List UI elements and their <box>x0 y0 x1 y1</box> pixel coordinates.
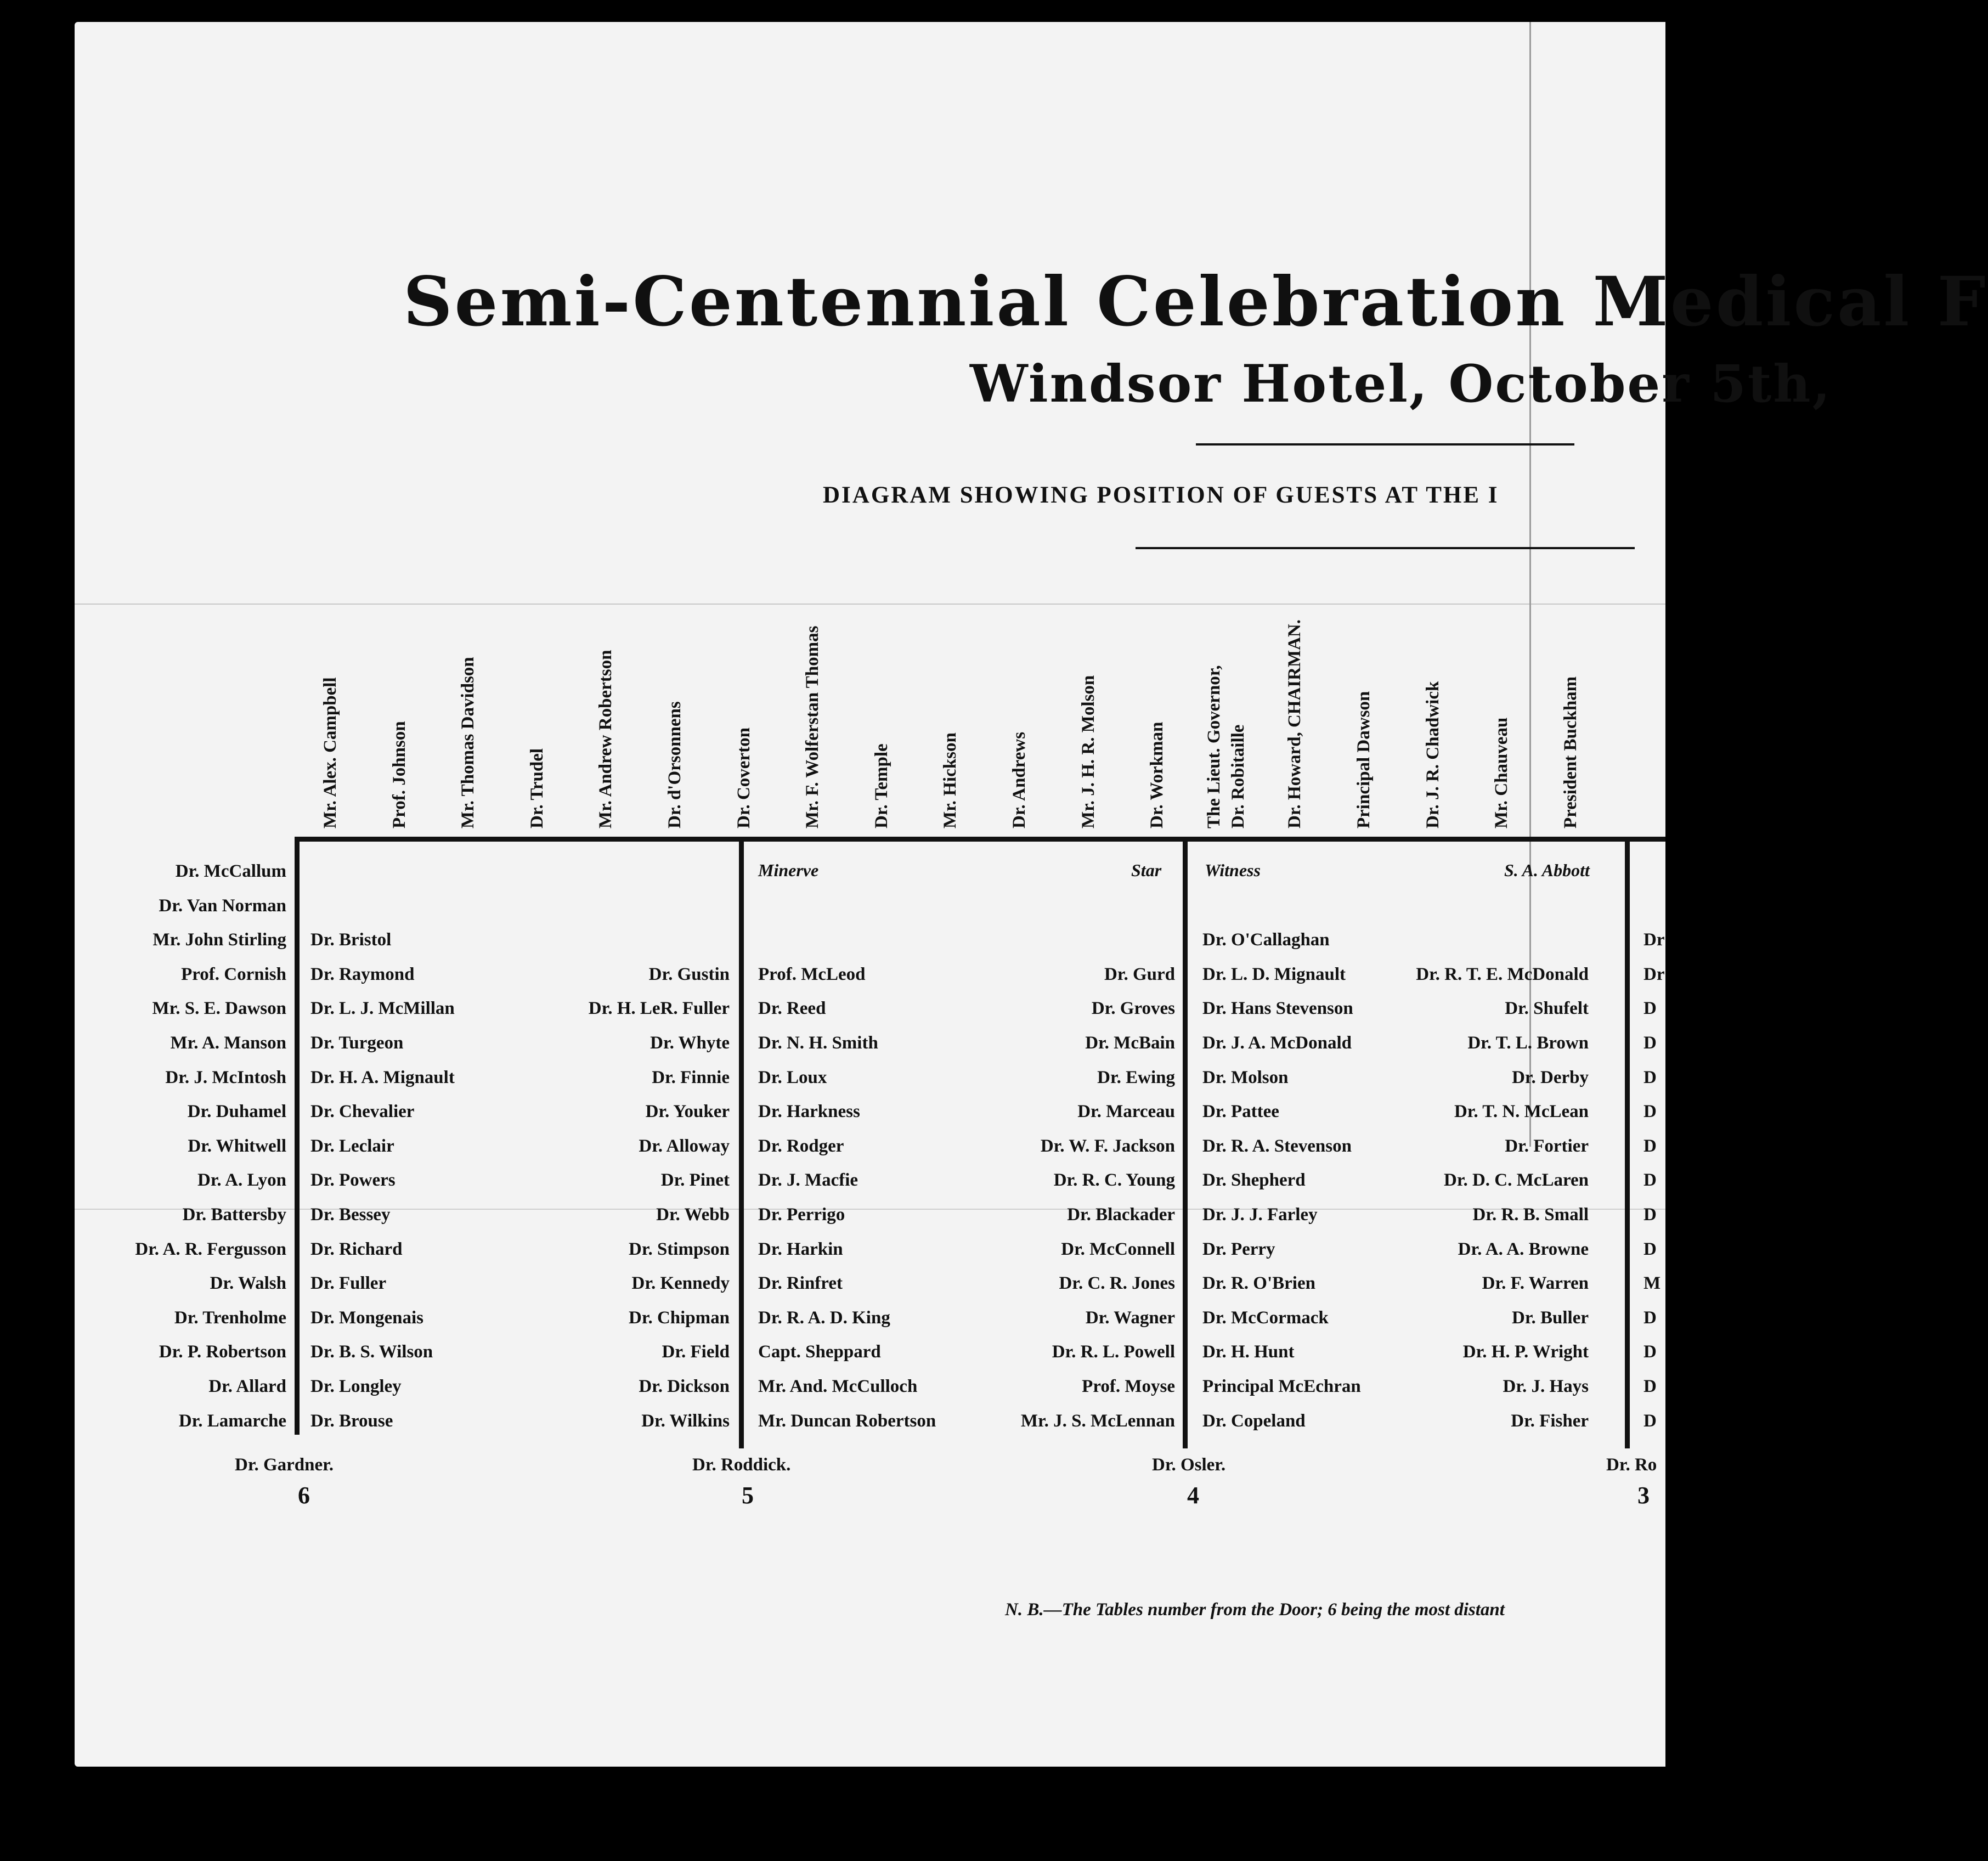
table-4-guest: Dr. R. O'Brien <box>1202 1273 1315 1294</box>
table-5-guest: Dr. Harkin <box>758 1239 843 1259</box>
table-5-line <box>739 837 744 1448</box>
head-table-guest: Dr. Trudel <box>527 748 547 828</box>
table-4-guest: Principal McEchran <box>1202 1377 1361 1396</box>
table-5-guest: Prof. Moyse <box>1082 1377 1175 1396</box>
table-6-guest: Dr. Longley <box>310 1377 402 1396</box>
table-5-guest: Dr. N. H. Smith <box>758 1033 878 1053</box>
table-6-guest: Dr. Whyte <box>650 1033 730 1053</box>
head-table-guest: Mr. Thomas Davidson <box>458 657 478 828</box>
table-5-guest: Dr. R. A. D. King <box>758 1307 890 1328</box>
table-5-guest: Dr. R. C. Young <box>1053 1170 1175 1191</box>
table-number-6: 6 <box>298 1482 310 1509</box>
table-6-guest: Dr. Kennedy <box>631 1273 730 1294</box>
table-5-guest: Dr. W. F. Jackson <box>1040 1136 1175 1156</box>
table-6-guest: Dr. H. LeR. Fuller <box>588 999 730 1019</box>
table-6-guest: Dr. Stimpson <box>629 1239 730 1259</box>
table-6-guest: Dr. Richard <box>310 1239 403 1259</box>
table-3-guest-partial: D <box>1644 1170 1657 1191</box>
table-5-guest: Dr. Marceau <box>1077 1102 1175 1122</box>
table-5-guest: Dr. Gurd <box>1104 964 1175 984</box>
side-guest: Dr. McCallum <box>175 861 286 881</box>
press-abbott-label: S. A. Abbott <box>1504 860 1590 880</box>
table-4-guest: Dr. Copeland <box>1202 1411 1306 1431</box>
side-guest: Dr. A. R. Fergusson <box>135 1239 286 1259</box>
table-6-guest: Dr. Dickson <box>639 1377 730 1396</box>
side-guest: Dr. A. Lyon <box>197 1170 286 1191</box>
head-table-guest: Principal Dawson <box>1354 691 1374 828</box>
side-guest: Dr. P. Robertson <box>159 1342 286 1362</box>
side-guest: Mr. A. Manson <box>170 1033 286 1053</box>
table-6-guest: Dr. Chevalier <box>310 1102 415 1122</box>
table-4-guest: Dr. T. N. McLean <box>1454 1102 1589 1122</box>
table-6-head: Dr. Gardner. <box>235 1455 334 1475</box>
document-subtitle: Windsor Hotel, October 5th, <box>970 354 1832 414</box>
head-table-guest: The Lieut. Governor, <box>1204 665 1224 828</box>
table-4-guest: Dr. Perry <box>1202 1239 1275 1259</box>
head-table-guest: Mr. Andrew Robertson <box>596 650 616 828</box>
table-3-guest-partial: D <box>1644 1102 1657 1122</box>
head-table-guest: Dr. Workman <box>1147 721 1167 828</box>
side-guest: Mr. John Stirling <box>153 930 286 950</box>
table-5-guest: Prof. McLeod <box>758 964 866 984</box>
head-table-guest: Dr. d'Orsonnens <box>665 701 685 828</box>
table-5-guest: Dr. McConnell <box>1061 1239 1175 1259</box>
table-3-guest-partial: D <box>1644 1067 1657 1087</box>
head-table-guest: Dr. Temple <box>871 743 891 828</box>
table-5-guest: Dr. R. L. Powell <box>1052 1342 1175 1362</box>
table-4-guest: Dr. H. P. Wright <box>1462 1342 1589 1362</box>
table-4-guest: Dr. Pattee <box>1202 1102 1279 1122</box>
divider <box>1196 443 1574 445</box>
table-6-guest: Dr. B. S. Wilson <box>310 1342 433 1362</box>
table-3-guest-partial: D <box>1644 999 1657 1019</box>
table-5-guest: Dr. Groves <box>1091 999 1175 1019</box>
table-3-guest-partial: D <box>1644 1342 1657 1362</box>
table-6-guest: Dr. Gustin <box>648 964 730 984</box>
table-6-guest: Dr. Field <box>662 1342 730 1362</box>
head-table-guest: Mr. Alex. Campbell <box>320 677 340 828</box>
table-4-guest: Dr. R. T. E. McDonald <box>1416 964 1589 984</box>
head-table-guest: Dr. Andrews <box>1009 731 1029 828</box>
head-table-guest: Dr. J. R. Chadwick <box>1422 681 1443 828</box>
table-4-guest: Dr. A. A. Browne <box>1458 1239 1589 1259</box>
footnote: N. B.—The Tables number from the Door; 6 being the most distant <box>1005 1600 1505 1620</box>
table-6-guest: Dr. Chipman <box>629 1307 730 1328</box>
head-table-guest: President Buckham <box>1560 676 1580 828</box>
side-guest: Mr. S. E. Dawson <box>152 999 286 1019</box>
head-table-guest: Prof. Johnson <box>389 721 409 828</box>
table-4-guest: Dr. Buller <box>1512 1307 1589 1328</box>
divider <box>1136 547 1635 549</box>
table-6-guest: Dr. Webb <box>656 1205 730 1225</box>
table-5-guest: Dr. Perrigo <box>758 1205 845 1225</box>
head-table-bar <box>295 837 1665 842</box>
diagram-heading: DIAGRAM SHOWING POSITION OF GUESTS AT THE I <box>823 482 1499 508</box>
table-6-guest: Dr. Powers <box>310 1170 396 1191</box>
table-3-guest-partial: D <box>1644 1411 1657 1431</box>
table-6-guest: Dr. Wilkins <box>641 1411 730 1431</box>
table-5-head: Dr. Roddick. <box>692 1455 791 1475</box>
head-table-guest: Mr. Chauveau <box>1492 717 1512 828</box>
table-4-guest: Dr. Molson <box>1202 1067 1289 1087</box>
table-5-guest: Dr. Harkness <box>758 1102 860 1122</box>
side-guest: Prof. Cornish <box>181 964 286 984</box>
table-6-guest: Dr. Brouse <box>310 1411 393 1431</box>
table-4-guest: Dr. T. L. Brown <box>1467 1033 1589 1053</box>
table-4-guest: Dr. J. J. Farley <box>1202 1205 1318 1225</box>
table-3-head: Dr. Ro <box>1606 1455 1657 1475</box>
side-guest: Dr. Lamarche <box>178 1411 286 1431</box>
table-4-guest: Dr. Fisher <box>1511 1411 1589 1431</box>
table-6-guest: Dr. Turgeon <box>310 1033 404 1053</box>
press-minerve-label: Minerve <box>758 860 819 880</box>
side-guest: Dr. J. McIntosh <box>165 1067 286 1087</box>
table-4-head: Dr. Osler. <box>1152 1455 1226 1475</box>
table-number-3: 3 <box>1637 1482 1650 1509</box>
document-title: Semi-Centennial Celebration Medical F <box>403 262 1988 342</box>
table-6-guest: Dr. Youker <box>645 1102 730 1122</box>
table-4-guest: Dr. Shufelt <box>1505 999 1589 1019</box>
head-table-guest: Dr. Robitaille <box>1228 724 1248 828</box>
table-4-guest: Dr. J. A. McDonald <box>1202 1033 1352 1053</box>
table-3-guest-partial: D <box>1644 1136 1657 1156</box>
table-4-guest: Dr. R. B. Small <box>1472 1205 1589 1225</box>
table-5-guest: Dr. Blackader <box>1067 1205 1175 1225</box>
table-3-guest-partial: D <box>1644 1307 1657 1328</box>
table-6-guest: Dr. Leclair <box>310 1136 394 1156</box>
table-4-guest: Dr. Derby <box>1512 1067 1589 1087</box>
table-4-guest: Dr. Fortier <box>1505 1136 1589 1156</box>
table-4-guest: Dr. O'Callaghan <box>1202 930 1330 950</box>
side-guest: Dr. Allard <box>208 1377 286 1396</box>
table-5-guest: Dr. J. Macfie <box>758 1170 859 1191</box>
table-4-guest: Dr. Shepherd <box>1202 1170 1306 1191</box>
table-4-line <box>1183 837 1188 1448</box>
table-5-guest: Dr. C. R. Jones <box>1059 1273 1175 1294</box>
table-4-guest: Dr. J. Hays <box>1503 1377 1589 1396</box>
head-table-guest: Mr. F. Wolferstan Thomas <box>803 625 823 828</box>
table-4-guest: Dr. R. A. Stevenson <box>1202 1136 1352 1156</box>
table-5-guest: Mr. J. S. McLennan <box>1020 1411 1175 1431</box>
table-6-guest: Dr. Raymond <box>310 964 415 984</box>
table-6-guest: Dr. L. J. McMillan <box>310 999 455 1019</box>
table-3-guest-partial: M <box>1644 1273 1661 1294</box>
table-4-guest: Dr. McCormack <box>1202 1307 1329 1328</box>
head-table-guest: Mr. Hickson <box>940 732 961 828</box>
press-star-label: Star <box>1131 860 1162 880</box>
side-guest: Dr. Van Norman <box>159 895 286 916</box>
table-5-guest: Dr. McBain <box>1085 1033 1175 1053</box>
table-5-guest: Dr. Rinfret <box>758 1273 843 1294</box>
side-guest: Dr. Walsh <box>210 1273 286 1294</box>
head-table-guest: Mr. J. H. R. Molson <box>1078 675 1098 828</box>
table-6-guest: Dr. Mongenais <box>310 1307 423 1328</box>
side-guest: Dr. Trenholme <box>174 1307 286 1328</box>
table-3-guest-partial: Dr <box>1644 930 1665 950</box>
table-3-guest-partial: D <box>1644 1033 1657 1053</box>
table-6-guest: Dr. Alloway <box>639 1136 730 1156</box>
table-6-guest: Dr. Pinet <box>660 1170 730 1191</box>
table-4-guest: Dr. D. C. McLaren <box>1444 1170 1589 1191</box>
table-3-guest-partial: D <box>1644 1205 1657 1225</box>
table-6-guest: Dr. Bessey <box>310 1205 391 1225</box>
head-table-guest: Dr. Coverton <box>733 728 754 828</box>
table-5-guest: Capt. Sheppard <box>758 1342 881 1362</box>
table-3-guest-partial: D <box>1644 1377 1657 1396</box>
table-6-guest: Dr. Fuller <box>310 1273 387 1294</box>
press-witness-label: Witness <box>1205 860 1261 880</box>
table-5-guest: Mr. Duncan Robertson <box>758 1411 936 1431</box>
table-5-guest: Mr. And. McCulloch <box>758 1377 918 1396</box>
table-5-guest: Dr. Rodger <box>758 1136 844 1156</box>
table-5-guest: Dr. Loux <box>758 1067 827 1087</box>
table-5-guest: Dr. Ewing <box>1097 1067 1175 1087</box>
head-table-guest: Dr. Howard, CHAIRMAN. <box>1285 619 1305 828</box>
fold-line <box>75 604 1665 605</box>
table-4-guest: Dr. L. D. Mignault <box>1202 964 1346 984</box>
table-6-guest: Dr. H. A. Mignault <box>310 1067 455 1087</box>
side-guest: Dr. Duhamel <box>187 1102 286 1122</box>
table-3-guest-partial: Dr <box>1644 964 1665 984</box>
table-6-guest: Dr. Finnie <box>652 1067 730 1087</box>
table-4-guest: Dr. F. Warren <box>1482 1273 1589 1294</box>
table-6-line <box>295 837 300 1435</box>
table-5-guest: Dr. Reed <box>758 999 826 1019</box>
table-6-guest: Dr. Bristol <box>310 930 392 950</box>
table-5-guest: Dr. Wagner <box>1085 1307 1175 1328</box>
table-number-4: 4 <box>1187 1482 1199 1509</box>
side-guest: Dr. Battersby <box>182 1205 286 1225</box>
table-3-guest-partial: D <box>1644 1239 1657 1259</box>
table-4-guest: Dr. H. Hunt <box>1202 1342 1295 1362</box>
side-guest: Dr. Whitwell <box>188 1136 286 1156</box>
table-3-line <box>1625 837 1630 1448</box>
table-4-guest: Dr. Hans Stevenson <box>1202 999 1353 1019</box>
table-number-5: 5 <box>742 1482 754 1509</box>
